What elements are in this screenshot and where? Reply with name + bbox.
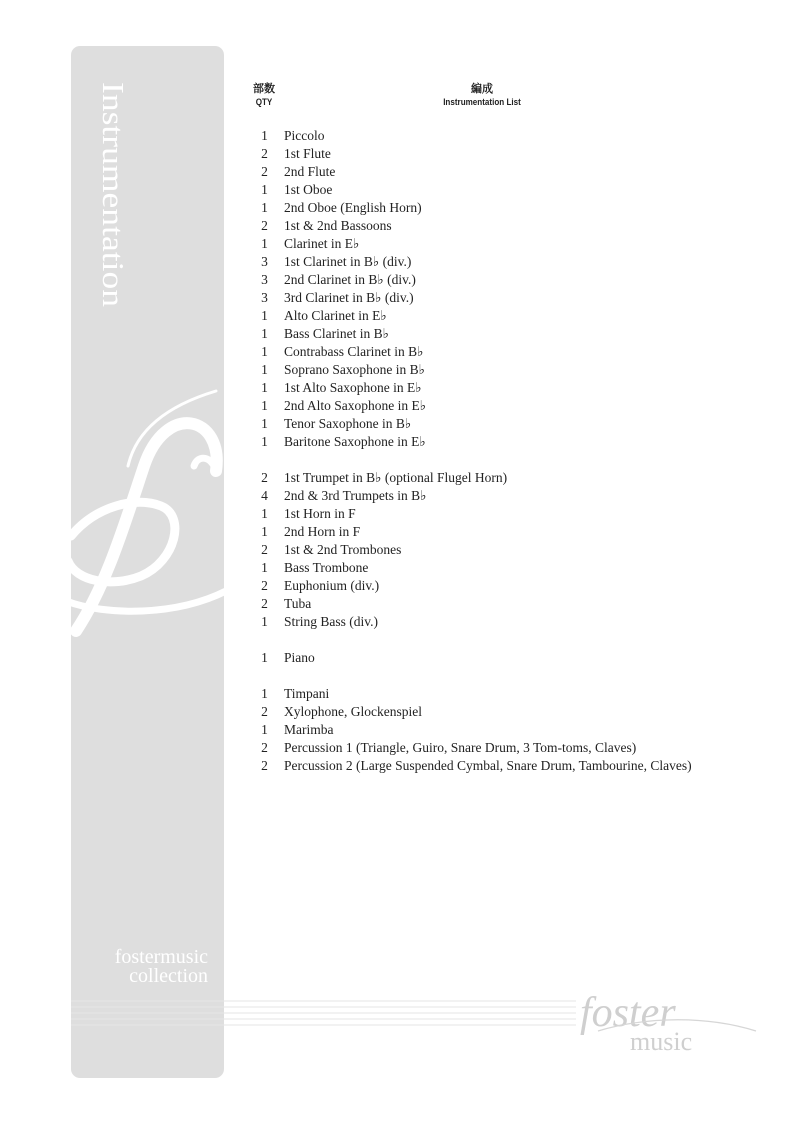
instrument-row [250, 487, 770, 505]
instrument-qty: 2 [261, 596, 268, 611]
instrument-row [250, 271, 770, 289]
instrument-qty: 1 [261, 398, 268, 413]
instrument-qty: 1 [261, 362, 268, 377]
instrument-name: 2nd Clarinet in B♭ (div.) [284, 272, 416, 287]
instrument-name: Bass Clarinet in B♭ [284, 326, 389, 341]
instrument-row [250, 433, 770, 451]
instrument-qty: 1 [261, 416, 268, 431]
instrument-row [250, 289, 770, 307]
instrument-name: 1st Horn in F [284, 506, 356, 521]
instrument-row [250, 559, 770, 577]
instrument-name: Tuba [284, 596, 312, 611]
instrument-qty: 1 [261, 308, 268, 323]
instrument-row [250, 235, 770, 253]
instrument-name: 2nd Alto Saxophone in E♭ [284, 398, 427, 413]
instrument-name: Alto Clarinet in E♭ [284, 308, 387, 323]
instrumentation-header [420, 82, 544, 109]
instrument-row [250, 181, 770, 199]
instrument-group [250, 685, 770, 775]
instrument-name: Bass Trombone [284, 560, 369, 575]
instrument-name: 2nd & 3rd Trumpets in B♭ [284, 488, 427, 503]
collection-line-2: collection [129, 965, 208, 987]
instrument-row [250, 469, 770, 487]
instrument-row [250, 757, 770, 775]
instrument-name: Piano [284, 650, 315, 665]
instrument-row [250, 505, 770, 523]
foster-music-logo [578, 986, 758, 1056]
treble-clef-icon [66, 386, 231, 646]
instrument-qty: 2 [261, 218, 268, 233]
instrument-name: Percussion 1 (Triangle, Guiro, Snare Drum, 3 Tom-toms, Claves) [284, 740, 637, 755]
instrument-row [250, 523, 770, 541]
instrument-row [250, 325, 770, 343]
instrument-row [250, 415, 770, 433]
instrument-name: 1st Flute [284, 146, 331, 161]
instrument-row [250, 703, 770, 721]
instrument-name: String Bass (div.) [284, 614, 378, 629]
instrument-qty: 3 [261, 272, 268, 287]
instrument-qty: 2 [261, 740, 268, 755]
instrument-qty: 1 [261, 344, 268, 359]
instrument-name: 1st & 2nd Trombones [284, 542, 402, 557]
instrument-row [250, 685, 770, 703]
instrument-name: 2nd Oboe (English Horn) [284, 200, 422, 215]
instrument-name: 1st Oboe [284, 182, 333, 197]
instrument-row [250, 217, 770, 235]
instrument-name: Soprano Saxophone in B♭ [284, 362, 425, 377]
instrument-name: Xylophone, Glockenspiel [284, 704, 422, 719]
instrument-row [250, 721, 770, 739]
instrument-qty: 2 [261, 542, 268, 557]
qty-header-en: QTY [255, 97, 273, 108]
qty-header [249, 82, 279, 109]
instrument-name: Tenor Saxophone in B♭ [284, 416, 412, 431]
instrument-row [250, 163, 770, 181]
instrumentation-header-jp: 編成 [471, 83, 493, 95]
staff-lines [71, 999, 576, 1029]
instrument-row [250, 307, 770, 325]
instrument-qty: 1 [261, 434, 268, 449]
instrument-list [250, 127, 770, 793]
instrument-qty: 3 [261, 254, 268, 269]
instrument-name: Euphonium (div.) [284, 578, 380, 593]
instrument-name: Timpani [284, 686, 330, 701]
instrument-name: Piccolo [284, 128, 325, 143]
instrument-qty: 2 [261, 578, 268, 593]
instrument-name: 2nd Horn in F [284, 524, 361, 539]
instrument-qty: 1 [261, 182, 268, 197]
instrument-name: 1st Clarinet in B♭ (div.) [284, 254, 412, 269]
instrument-name: 2nd Flute [284, 164, 336, 179]
instrument-row [250, 541, 770, 559]
instrument-row [250, 739, 770, 757]
instrument-qty: 2 [261, 758, 268, 773]
instrument-row [250, 379, 770, 397]
instrument-row [250, 127, 770, 145]
instrument-row [250, 397, 770, 415]
collection-line-1: fostermusic [114, 946, 208, 968]
instrument-row [250, 361, 770, 379]
instrument-row [250, 343, 770, 361]
instrument-qty: 4 [261, 488, 268, 503]
instrument-qty: 1 [261, 614, 268, 629]
sidebar-panel [71, 46, 224, 1078]
instrument-qty: 2 [261, 146, 268, 161]
instrument-name: 1st & 2nd Bassoons [284, 218, 392, 233]
instrument-name: Contrabass Clarinet in B♭ [284, 344, 424, 359]
instrument-row [250, 253, 770, 271]
instrument-name: 3rd Clarinet in B♭ (div.) [284, 290, 414, 305]
instrument-qty: 2 [261, 470, 268, 485]
sidebar-title-text: Instrumentation [96, 82, 131, 279]
instrument-name: 1st Trumpet in B♭ (optional Flugel Horn) [284, 470, 508, 485]
instrument-row [250, 145, 770, 163]
instrument-qty: 1 [261, 236, 268, 251]
instrument-group [250, 127, 770, 451]
qty-header-jp: 部数 [253, 83, 275, 95]
instrument-name: Percussion 2 (Large Suspended Cymbal, Snare Drum, Tambourine, Claves) [284, 758, 692, 773]
instrument-name: Baritone Saxophone in E♭ [284, 434, 426, 449]
instrument-qty: 1 [261, 380, 268, 395]
instrument-qty: 3 [261, 290, 268, 305]
instrument-name: Marimba [284, 722, 334, 737]
instrumentation-header-en: Instrumentation List [443, 97, 521, 108]
instrument-qty: 1 [261, 560, 268, 575]
instrument-qty: 1 [261, 326, 268, 341]
logo-text-line-2: music [630, 1027, 693, 1056]
instrument-row [250, 613, 770, 631]
instrument-qty: 1 [261, 686, 268, 701]
instrument-group [250, 469, 770, 631]
instrument-qty: 1 [261, 200, 268, 215]
logo-text-line-1: foster [580, 990, 676, 1036]
instrument-name: Clarinet in E♭ [284, 236, 360, 251]
instrument-qty: 1 [261, 128, 268, 143]
instrument-qty: 1 [261, 722, 268, 737]
instrument-qty: 1 [261, 506, 268, 521]
instrument-row [250, 577, 770, 595]
sidebar-vertical-title [73, 82, 131, 322]
instrument-row [250, 595, 770, 613]
instrument-row [250, 199, 770, 217]
instrument-row [250, 649, 770, 667]
instrument-qty: 1 [261, 524, 268, 539]
instrument-qty: 2 [261, 704, 268, 719]
instrument-qty: 2 [261, 164, 268, 179]
instrument-qty: 1 [261, 650, 268, 665]
collection-label [115, 948, 208, 986]
instrument-name: 1st Alto Saxophone in E♭ [284, 380, 422, 395]
instrument-group [250, 649, 770, 667]
